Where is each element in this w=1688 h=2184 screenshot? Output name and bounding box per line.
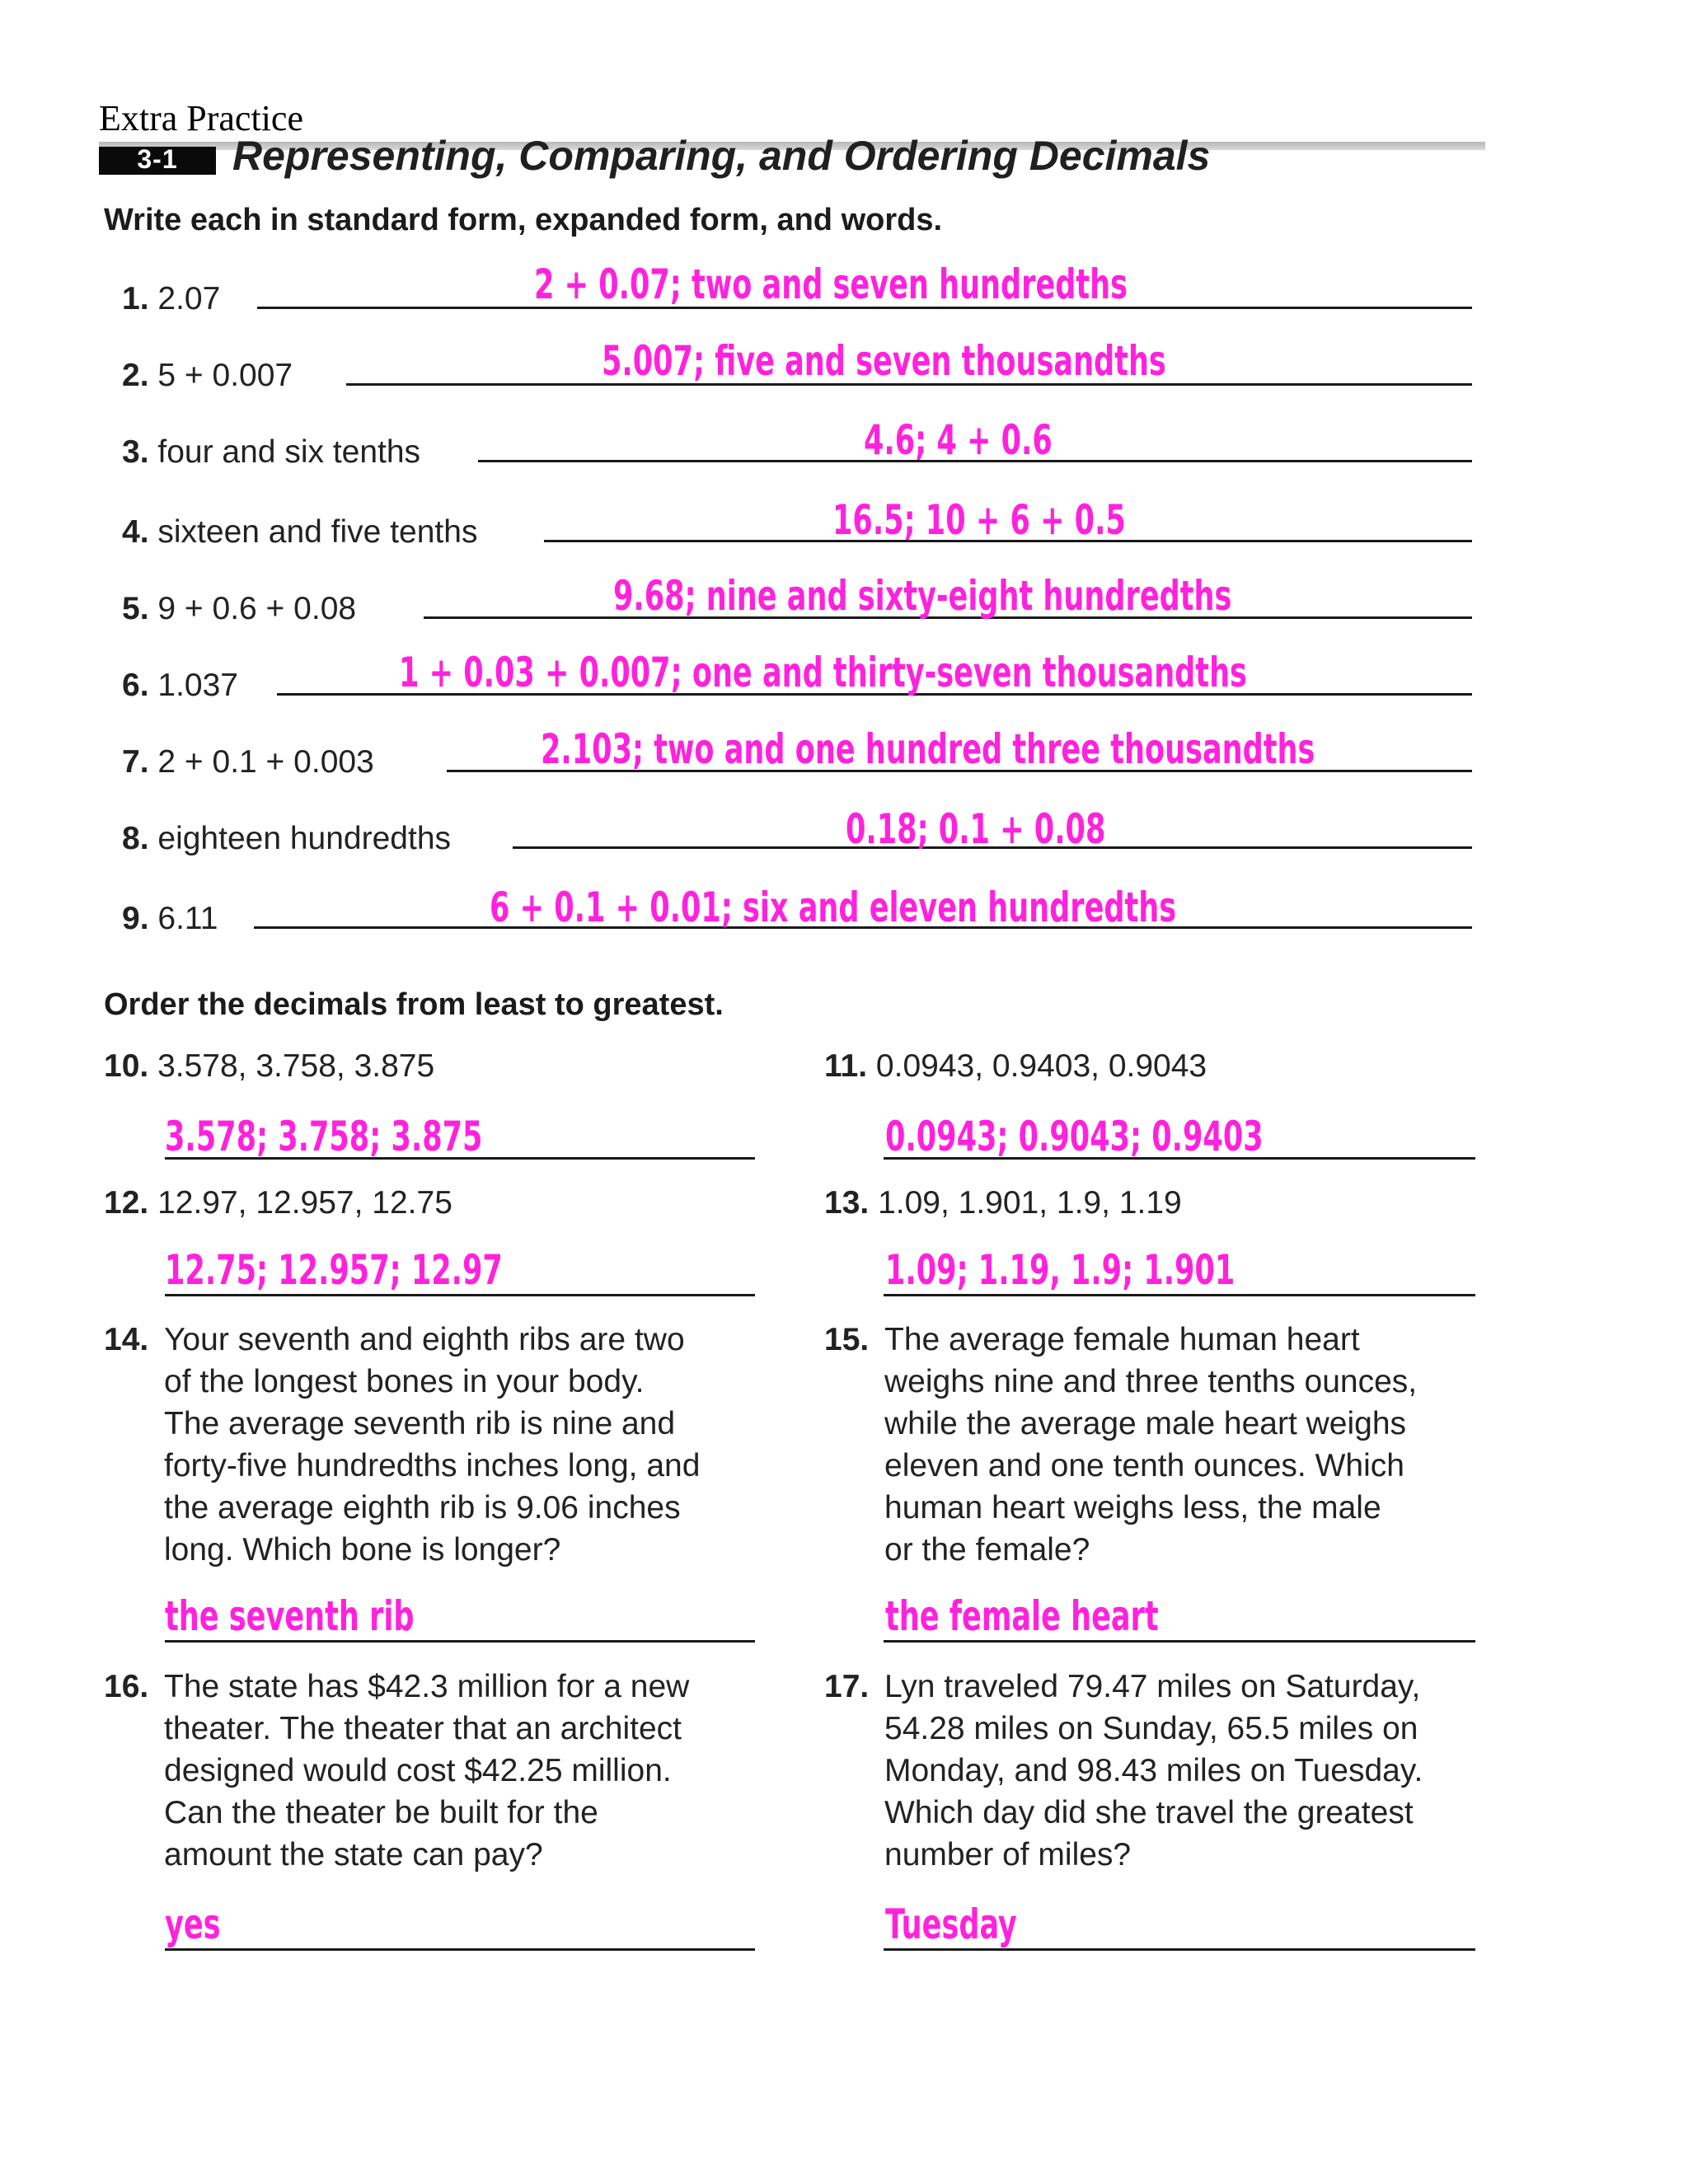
answer-line [165,1948,755,1951]
handwritten-answer: 0.18; 0.1 + 0.08 [846,805,1106,853]
question-prompt: 1.037 [157,668,238,703]
handwritten-answer: 1 + 0.03 + 0.007; one and thirty-seven thousandths [399,649,1247,696]
problem-text-line: the average eighth rib is 9.06 inches [164,1490,681,1526]
handwritten-answer: 5.007; five and seven thousandths [602,337,1166,385]
problem-text-line: 54.28 miles on Sunday, 65.5 miles on [884,1711,1418,1746]
handwritten-answer: 0.0943; 0.9043; 0.9403 [885,1113,1264,1160]
extra-practice-label: Extra Practice [99,98,303,138]
handwritten-answer: yes [165,1900,221,1948]
question-prompt: 12.97, 12.957, 12.75 [157,1185,452,1221]
question-14 [104,1319,763,1582]
problem-text-line: while the average male heart weighs [884,1406,1407,1441]
problem-text-line: or the female? [884,1532,1090,1568]
problem-text-line: The state has $42.3 million for a new [164,1669,690,1704]
problem-text-line: eleven and one tenth ounces. Which [884,1448,1404,1483]
question-prompt: sixteen and five tenths [157,514,478,550]
question-prompt: eighteen hundredths [157,821,452,856]
question-16 [104,1666,763,1888]
question-prompt: 0.0943, 0.9403, 0.9043 [875,1048,1207,1084]
question-prompt: four and six tenths [157,434,421,470]
handwritten-answer: 2 + 0.07; two and seven hundredths [534,260,1128,308]
question-number: 14. [104,1322,149,1357]
section2-instruction: Order the decimals from least to greatest. [104,987,724,1022]
problem-text-line: long. Which bone is longer? [164,1532,561,1568]
answer-line [884,1640,1475,1643]
question-number: 7. [122,744,149,780]
lesson-number-badge: 3-1 [99,147,216,175]
question-number: 4. [122,514,149,550]
question-number: 12. [104,1185,149,1221]
problem-text-line: Lyn traveled 79.47 miles on Saturday, [884,1669,1421,1704]
answer-line [884,1294,1475,1296]
question-prompt: 1.09, 1.901, 1.9, 1.19 [878,1185,1182,1221]
handwritten-answer: 2.103; two and one hundred three thousandths [541,725,1315,773]
handwritten-answer: 1.09; 1.19, 1.9; 1.901 [885,1246,1236,1294]
question-number: 5. [122,591,149,626]
problem-text-line: weighs nine and three tenths ounces, [884,1364,1418,1399]
handwritten-answer: 9.68; nine and sixty-eight hundredths [613,572,1232,620]
answer-line [165,1157,755,1160]
question-number: 8. [122,821,149,856]
question-number: 1. [122,281,149,316]
question-number: 15. [824,1322,870,1357]
question-number: 13. [824,1185,870,1221]
answer-line [884,1157,1475,1160]
question-prompt: 5 + 0.007 [157,358,293,393]
question-17 [824,1666,1484,1888]
section1-instruction: Write each in standard form, expanded form, and words. [104,203,943,237]
page-title: Representing, Comparing, and Ordering Decimals [232,133,1211,179]
question-15 [824,1319,1484,1582]
problem-text-line: Monday, and 98.43 miles on Tuesday. [884,1753,1423,1788]
handwritten-answer: the seventh rib [165,1592,415,1640]
problem-text-line: number of miles? [884,1837,1132,1872]
handwritten-answer: 12.75; 12.957; 12.97 [165,1246,503,1294]
problem-text-line: Which day did she travel the greatest [884,1795,1414,1830]
problem-text-line: theater. The theater that an architect [164,1711,682,1746]
problem-text-line: The average female human heart [884,1322,1360,1357]
problem-text-line: human heart weighs less, the male [884,1490,1381,1526]
problem-text-line: amount the state can pay? [164,1837,543,1872]
question-number: 6. [122,668,149,703]
handwritten-answer: 4.6; 4 + 0.6 [864,416,1053,464]
handwritten-answer: Tuesday [885,1900,1017,1948]
answer-line [165,1294,755,1296]
problem-text-line: Your seventh and eighth ribs are two [164,1322,685,1357]
problem-text-line: of the longest bones in your body. [164,1364,645,1399]
handwritten-answer: the female heart [885,1592,1159,1640]
handwritten-answer: 16.5; 10 + 6 + 0.5 [832,496,1126,544]
handwritten-answer: 3.578; 3.758; 3.875 [165,1113,483,1160]
question-number: 2. [122,358,149,393]
problem-text-line: The average seventh rib is nine and [164,1406,676,1441]
question-number: 9. [122,901,149,936]
problem-text-line: Can the theater be built for the [164,1795,598,1830]
question-number: 3. [122,434,149,470]
question-number: 10. [104,1048,149,1084]
problem-text-line: forty-five hundredths inches long, and [164,1448,701,1483]
question-number: 17. [824,1669,870,1704]
question-number: 11. [824,1048,868,1084]
question-prompt: 2.07 [157,281,221,316]
answer-line [165,1640,755,1643]
handwritten-answer: 6 + 0.1 + 0.01; six and eleven hundredths [490,883,1177,931]
question-prompt: 2 + 0.1 + 0.003 [157,744,374,780]
question-prompt: 3.578, 3.758, 3.875 [157,1048,435,1084]
question-prompt: 6.11 [157,901,218,936]
answer-line [884,1948,1475,1951]
question-number: 16. [104,1669,149,1704]
question-prompt: 9 + 0.6 + 0.08 [157,591,357,626]
problem-text-line: designed would cost $42.25 million. [164,1753,672,1788]
